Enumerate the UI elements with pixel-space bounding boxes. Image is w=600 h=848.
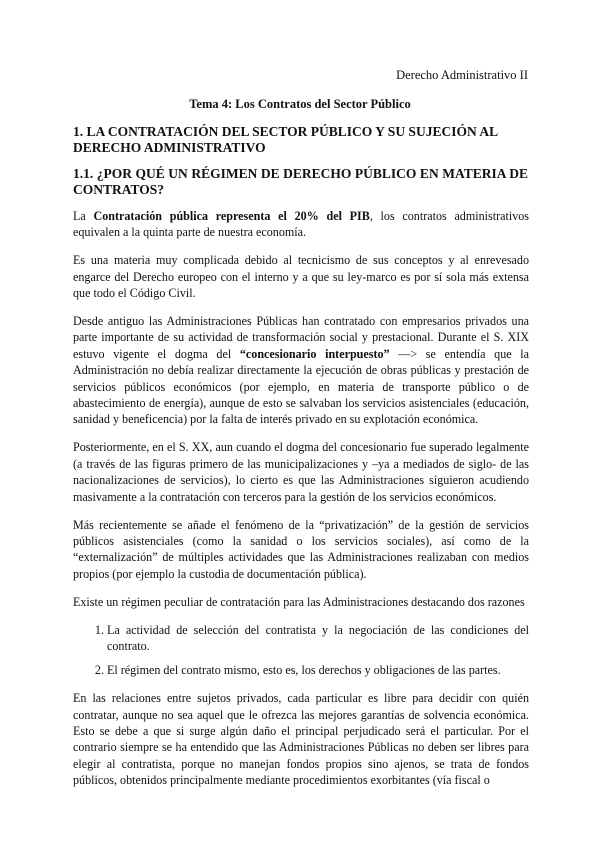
paragraph-2: Es una materia muy complicada debido al tecnicismo de sus conceptos y al enrevesado engarce del Derecho europeo con el interno y a que su ley-marco es por sí sola más extensa que todo el Código Civil. <box>73 253 529 301</box>
paragraph-3: Desde antiguo las Administraciones Públicas han contratado con empresarios privados una parte importante de su actividad de transformación social y prestacional. Durante el S. XIX estuvo vigente el dogma del “concesionario interpuesto” —> se entendía que la Administración no debía realizar directamente la ejecución de obras públicas y prestación de servicios públicos económicos (por ejemplo, en materia de transporte público o de abastecimiento de energía), aunque de esto se salvaban los servicios asistenciales (educación, sanidad y beneficencia) por la falta de interés privado en su explotación económica. <box>73 314 529 427</box>
highlight-text: Contratación pública representa el 20% del PIB <box>93 209 370 223</box>
paragraph-6: Existe un régimen peculiar de contratación para las Administraciones destacando dos razones <box>73 594 525 609</box>
highlight-text: “concesionario interpuesto” <box>239 346 390 361</box>
reasons-list <box>73 622 529 679</box>
paragraph-4: Posteriormente, en el S. XX, aun cuando el dogma del concesionario fue superado legalmente (a través de las figuras primero de las municipalizaciones y –ya a mediados de siglo- de las nacionalizaciones de servicios), lo cierto es que las Administraciones siguieron acudiendo masivamente a la contratación con terceros para la gestión de los servicios económicos. <box>73 440 529 504</box>
course-header: Derecho Administrativo II <box>396 68 528 82</box>
paragraph-1: La Contratación pública representa el 20% del PIB, los contratos administrativos equivalen a la quinta parte de nuestra economía. <box>73 209 530 240</box>
paragraph-5: Más recientemente se añade el fenómeno de la “privatización” de la gestión de servicios públicos asistenciales (como la sanidad o los servicios sociales), así como de la “externalización” de múltiples actividades que las Administraciones realizaban con medios propios (por ejemplo la custodia de documentación pública). <box>73 517 529 581</box>
document-body <box>73 208 529 800</box>
section-heading: 1. LA CONTRATACIÓN DEL SECTOR PÚBLICO Y SU SUJECIÓN AL DERECHO ADMINISTRATIVO <box>73 124 498 155</box>
paragraph-7: En las relaciones entre sujetos privados, cada particular es libre para decidir con quién contratar, aunque no sea aquel que le ofrezca las mejores garantías de solvencia económica. Esto se debe a que si surge algún daño el principal perjudicado será el particular. Por el contrario siempre se ha entendido que las Administraciones Públicas no deben ser libres para elegir al contratista, porque no manejan fondos propios sino ajenos, se trata de fondos públicos, obtenidos principalmente mediante procedimientos exorbitantes (vía fiscal o <box>73 691 529 788</box>
list-item: 2. El régimen del contrato mismo, esto es, los derechos y obligaciones de las partes. <box>107 662 529 678</box>
subsection-heading: 1.1. ¿POR QUÉ UN RÉGIMEN DE DERECHO PÚBLICO EN MATERIA DE CONTRATOS? <box>73 166 528 197</box>
document-title: Tema 4: Los Contratos del Sector Público <box>189 97 411 111</box>
list-item: 1. La actividad de selección del contratista y la negociación de las condiciones del contrato. <box>107 622 529 655</box>
